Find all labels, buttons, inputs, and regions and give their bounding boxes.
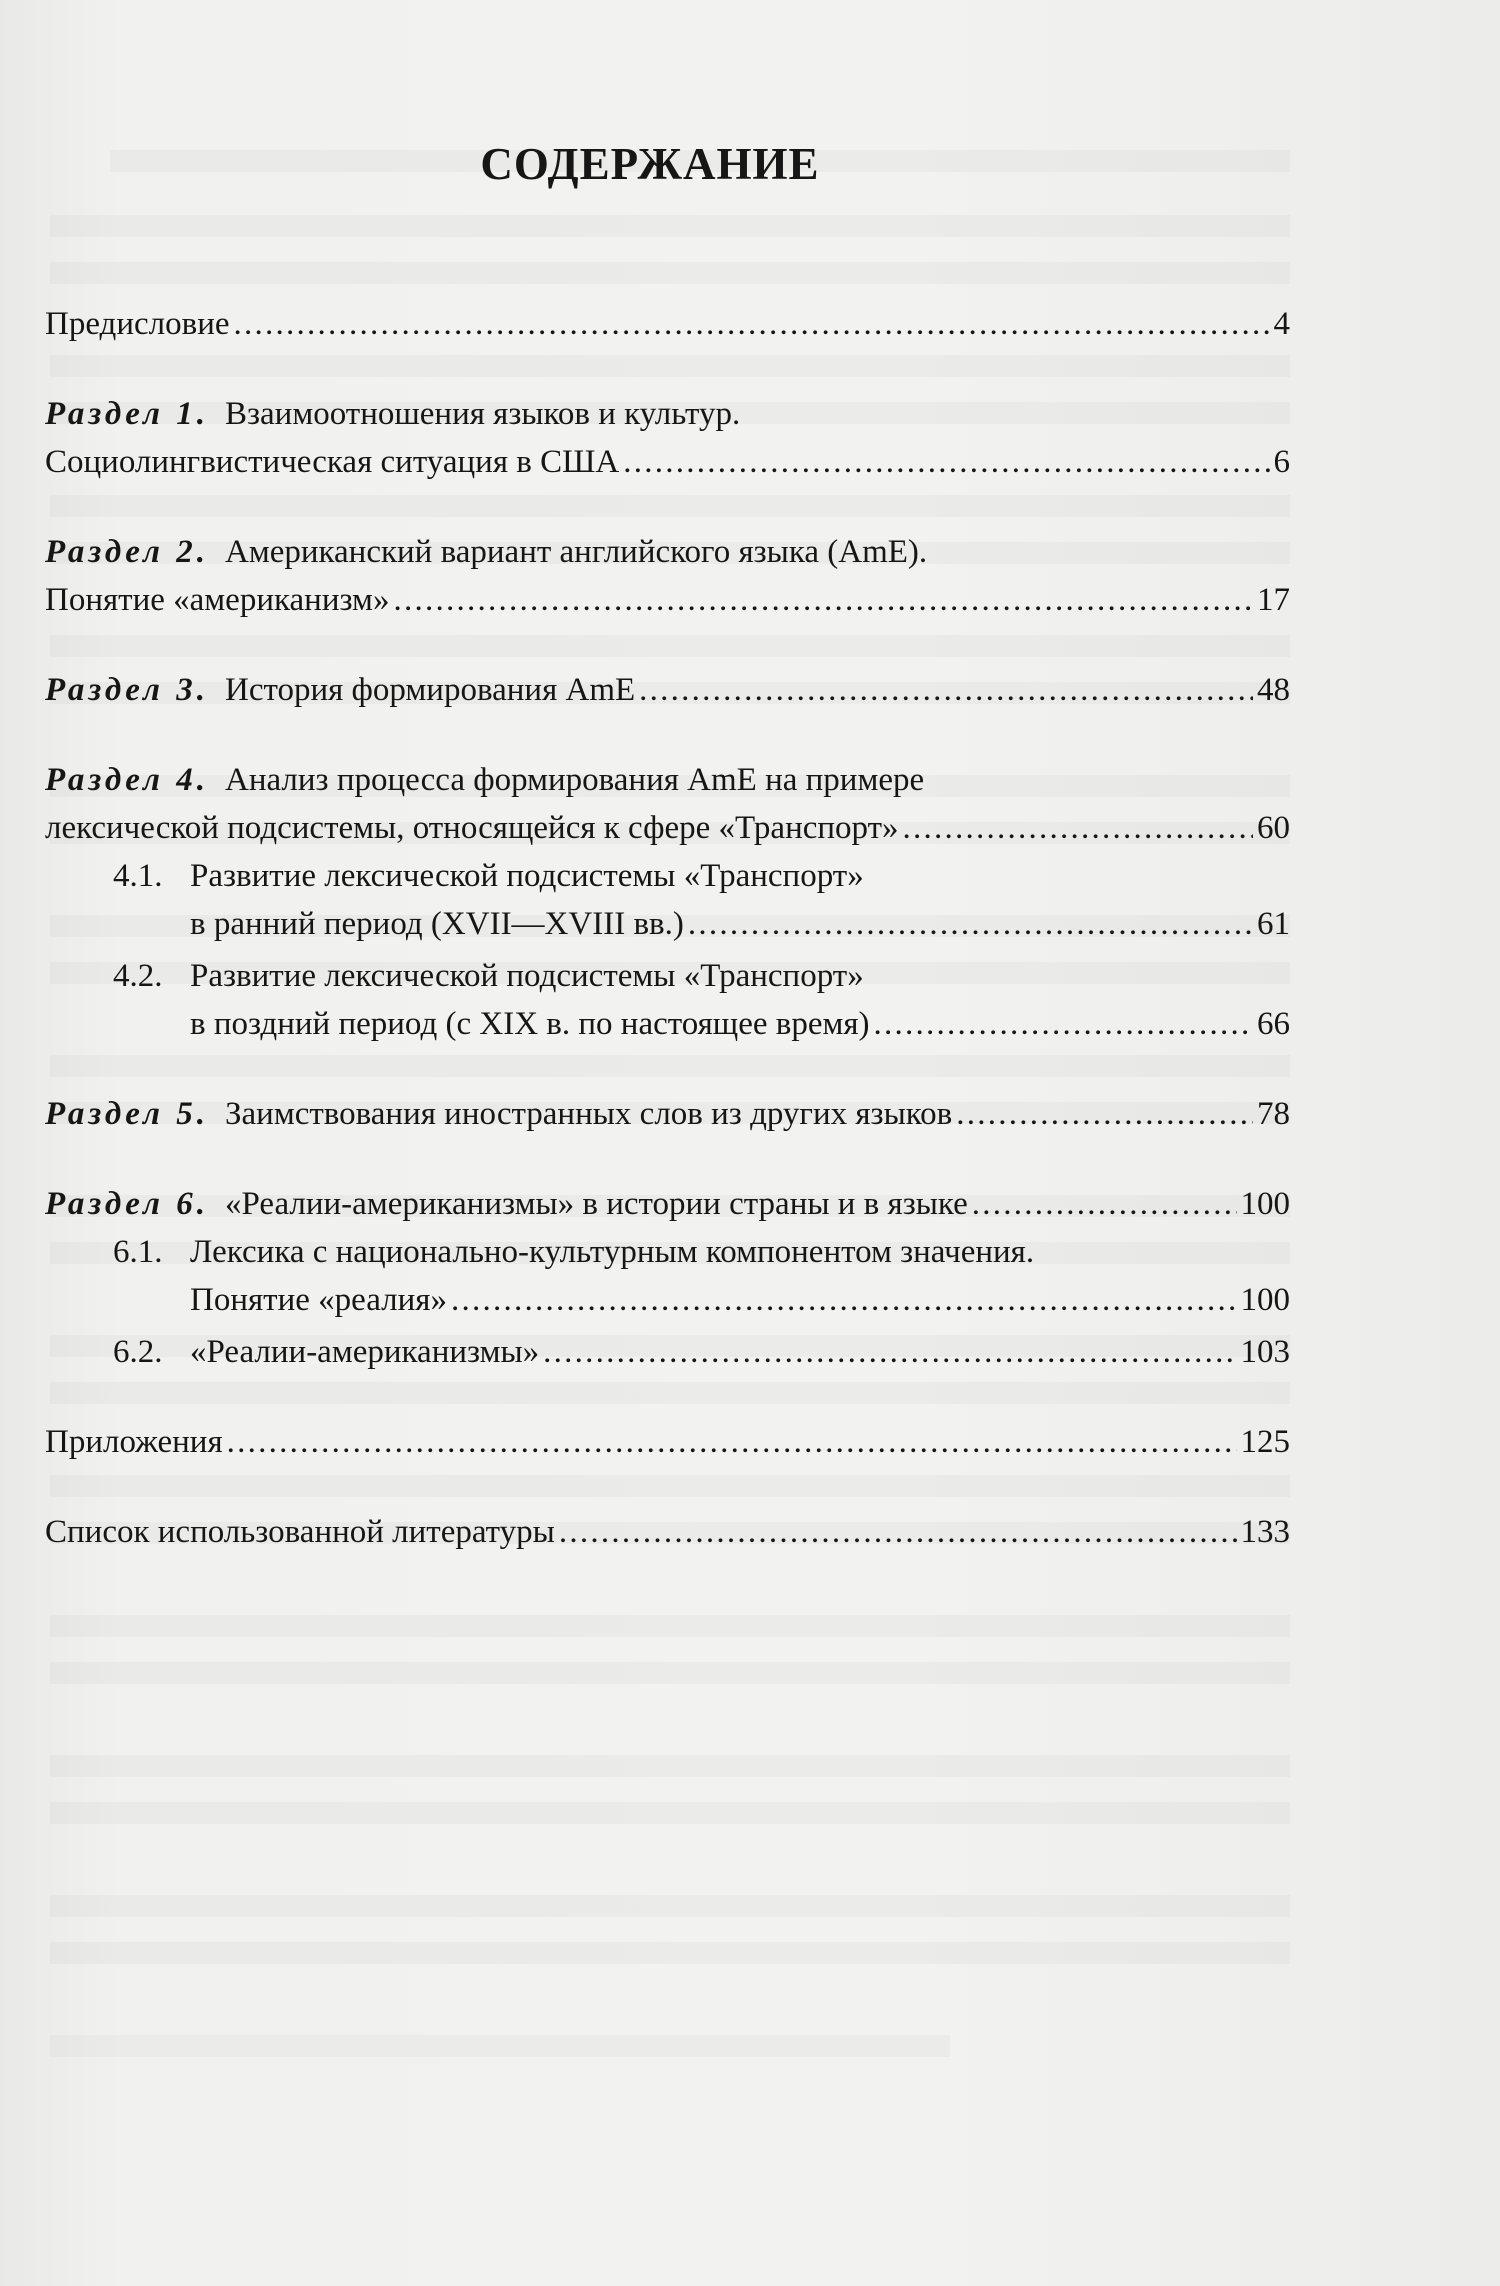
toc-entry-title: в ранний период (XVII—XVIII вв.) (190, 906, 684, 942)
toc-subentry-6-1[interactable] (45, 1228, 1290, 1324)
toc-page-number: 125 (1240, 1424, 1290, 1460)
toc-entry-preface[interactable] (45, 300, 1290, 348)
toc-entry-section-5[interactable] (45, 1090, 1290, 1138)
dot-leader (543, 1328, 1236, 1376)
subsection-number: 6.1. (113, 1234, 163, 1270)
toc-page-number: 4 (1273, 306, 1290, 342)
section-label: Раздел 4. (45, 762, 209, 798)
dot-leader (972, 1180, 1237, 1228)
toc-page-number: 66 (1257, 1006, 1290, 1042)
toc-entry-title-line1: Американский вариант английского языка (AmE). (224, 534, 928, 570)
subsection-number: 4.2. (113, 958, 163, 994)
section-label: Раздел 6. (45, 1186, 209, 1222)
dot-leader (234, 300, 1270, 348)
toc-entry-title: Список использованной литературы (45, 1514, 555, 1550)
section-label: Раздел 5. (45, 1096, 209, 1132)
toc-entry-title: лексической подсистемы, относящейся к сфере «Транспорт» (45, 810, 899, 846)
toc-page-number: 103 (1240, 1334, 1290, 1370)
toc-subentry-6-2[interactable] (45, 1328, 1290, 1376)
toc-page-number: 17 (1257, 582, 1290, 618)
toc-entry-title: Заимствования иностранных слов из других языков (224, 1096, 953, 1132)
dot-leader (451, 1276, 1237, 1324)
section-label: Раздел 1. (45, 396, 209, 432)
toc-entry-title-line1: Развитие лексической подсистемы «Транспорт» (190, 858, 864, 894)
toc-entry-title: «Реалии-американизмы» в истории страны и в языке (224, 1186, 968, 1222)
toc-entry-title: Социолингвистическая ситуация в США (45, 444, 620, 480)
toc-entry-section-4[interactable] (45, 756, 1290, 852)
toc-entry-title: в поздний период (с XIX в. по настоящее время) (190, 1006, 870, 1042)
subsection-number: 6.2. (113, 1334, 163, 1370)
toc-entry-section-3[interactable] (45, 666, 1290, 714)
toc-subentry-4-2[interactable] (45, 952, 1290, 1048)
section-label: Раздел 3. (45, 672, 209, 708)
toc-page-number: 60 (1257, 810, 1290, 846)
toc-entry-title-line1: Лексика с национально-культурным компонентом значения. (190, 1234, 1035, 1270)
toc-entry-title: Приложения (45, 1424, 223, 1460)
toc-entry-references[interactable] (45, 1508, 1290, 1556)
toc-entry-title-line1: Развитие лексической подсистемы «Транспорт» (190, 958, 864, 994)
toc-subentry-4-1[interactable] (45, 852, 1290, 948)
toc-entry-title: Понятие «американизм» (45, 582, 390, 618)
dot-leader (227, 1418, 1237, 1466)
toc-page-number: 100 (1240, 1282, 1290, 1318)
toc-entry-section-2[interactable] (45, 528, 1290, 624)
toc-page-number: 48 (1257, 672, 1290, 708)
dot-leader (639, 666, 1253, 714)
toc-entry-title: Понятие «реалия» (190, 1282, 447, 1318)
toc-entry-title: «Реалии-американизмы» (190, 1334, 540, 1370)
toc-entry-section-1[interactable] (45, 390, 1290, 486)
toc-entry-appendices[interactable] (45, 1418, 1290, 1466)
dot-leader (559, 1508, 1237, 1556)
subsection-number: 4.1. (113, 858, 163, 894)
toc-page-number: 6 (1273, 444, 1290, 480)
dot-leader (903, 804, 1253, 852)
dot-leader (688, 900, 1253, 948)
toc-page-number: 78 (1257, 1096, 1290, 1132)
toc-page-number: 133 (1240, 1514, 1290, 1550)
toc-entry-section-6[interactable] (45, 1180, 1290, 1228)
toc-page-number: 61 (1257, 906, 1290, 942)
toc-entry-title-line1: Взаимоотношения языков и культур. (224, 396, 741, 432)
toc-entry-title: Предисловие (45, 306, 230, 342)
section-label: Раздел 2. (45, 534, 209, 570)
dot-leader (956, 1090, 1253, 1138)
toc-entry-title-line1: Анализ процесса формирования AmE на примере (224, 762, 925, 798)
dot-leader (874, 1000, 1253, 1048)
table-of-contents (45, 300, 1290, 1556)
page-title: СОДЕРЖАНИЕ (480, 139, 820, 189)
dot-leader (393, 576, 1253, 624)
dot-leader (623, 438, 1269, 486)
toc-page-number: 100 (1240, 1186, 1290, 1222)
toc-entry-title: История формирования AmE (224, 672, 636, 708)
